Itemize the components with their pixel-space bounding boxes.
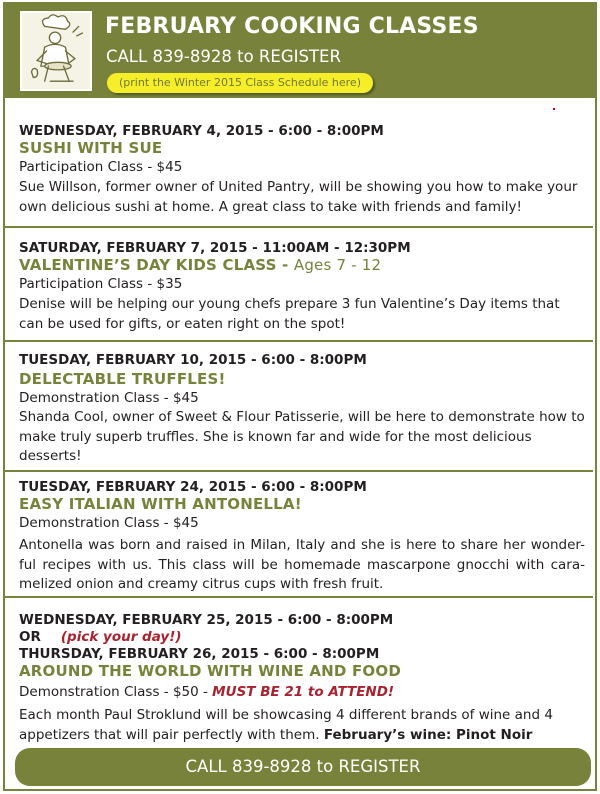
class-type: Participation Class - $35 (19, 276, 183, 292)
class-type-row (19, 684, 394, 700)
page-title: FEBRUARY COOKING CLASSES (105, 14, 479, 39)
stray-mark (553, 108, 555, 110)
class-date: WEDNESDAY, FEBRUARY 25, 2015 - 6:00 - 8:00PM (19, 612, 394, 628)
class-title-text: VALENTINE’S DAY KIDS CLASS - (19, 256, 294, 274)
header-call-text: CALL 839-8928 to REGISTER (106, 47, 341, 66)
class-date: WEDNESDAY, FEBRUARY 4, 2015 - 6:00 - 8:00PM (19, 123, 384, 139)
divider (5, 226, 593, 228)
or-pick-row (19, 629, 182, 645)
featured-wine: February’s wine: Pinot Noir (323, 726, 533, 743)
class-date: TUESDAY, FEBRUARY 10, 2015 - 6:00 - 8:00PM (19, 352, 367, 368)
class-type: Demonstration Class - $45 (19, 390, 199, 406)
divider (5, 340, 593, 342)
chef-illustration (22, 13, 90, 89)
class-description: Each month Paul Stroklund will be showcasing 4 different brands of wine and 4 appetizers that will pair perfectly with them. (19, 707, 553, 743)
class-title: EASY ITALIAN WITH ANTONELLA! (19, 495, 302, 513)
header-banner (5, 4, 595, 98)
register-call-button[interactable]: CALL 839-8928 to REGISTER (15, 748, 591, 786)
class-date: SATURDAY, FEBRUARY 7, 2015 - 11:00AM - 12:30PM (19, 240, 411, 256)
divider (5, 470, 593, 472)
print-schedule-link[interactable]: (print the Winter 2015 Class Schedule here) (107, 73, 373, 93)
class-title: SUSHI WITH SUE (19, 139, 163, 157)
class-description: Antonella was born and raised in Milan, Italy and she is here to share her wonder-ful recipes with us. This class will be homemade mascarpone gnocchi with cara-melized onion and creamy citrus cups with fresh fruit. (19, 537, 585, 592)
class-date: TUESDAY, FEBRUARY 24, 2015 - 6:00 - 8:00PM (19, 479, 367, 495)
age-restriction-note: MUST BE 21 to ATTEND! (212, 684, 395, 700)
class-type: Demonstration Class - $50 - (19, 684, 213, 700)
class-title: DELECTABLE TRUFFLES! (19, 370, 226, 388)
class-description: Shanda Cool, owner of Sweet & Flour Patisserie, will be here to demonstrate how to make truly superb truffles. She is known far and wide for the most delicious desserts! (19, 409, 585, 464)
page-frame (3, 2, 597, 791)
class-type: Participation Class - $45 (19, 159, 183, 175)
class-ages: Ages 7 - 12 (293, 256, 382, 274)
divider (5, 596, 593, 598)
class-title (19, 256, 381, 274)
class-description: Denise will be helping our young chefs prepare 3 fun Valentine’s Day items that can be used for gifts, or eaten right on the spot! (19, 296, 560, 332)
class-description: Sue Willson, former owner of United Pantry, will be showing you how to make your own delicious sushi at home. A great class to take with friends and family! (19, 179, 578, 215)
class-type: Demonstration Class - $45 (19, 515, 199, 531)
class-date-alt: THURSDAY, FEBRUARY 26, 2015 - 6:00 - 8:00PM (19, 646, 380, 662)
pick-your-day-note: (pick your day!) (60, 629, 182, 645)
class-title: AROUND THE WORLD WITH WINE AND FOOD (19, 662, 401, 680)
or-label: OR (19, 629, 41, 645)
class-description-wrap (19, 706, 585, 745)
chef-icon (20, 11, 92, 91)
